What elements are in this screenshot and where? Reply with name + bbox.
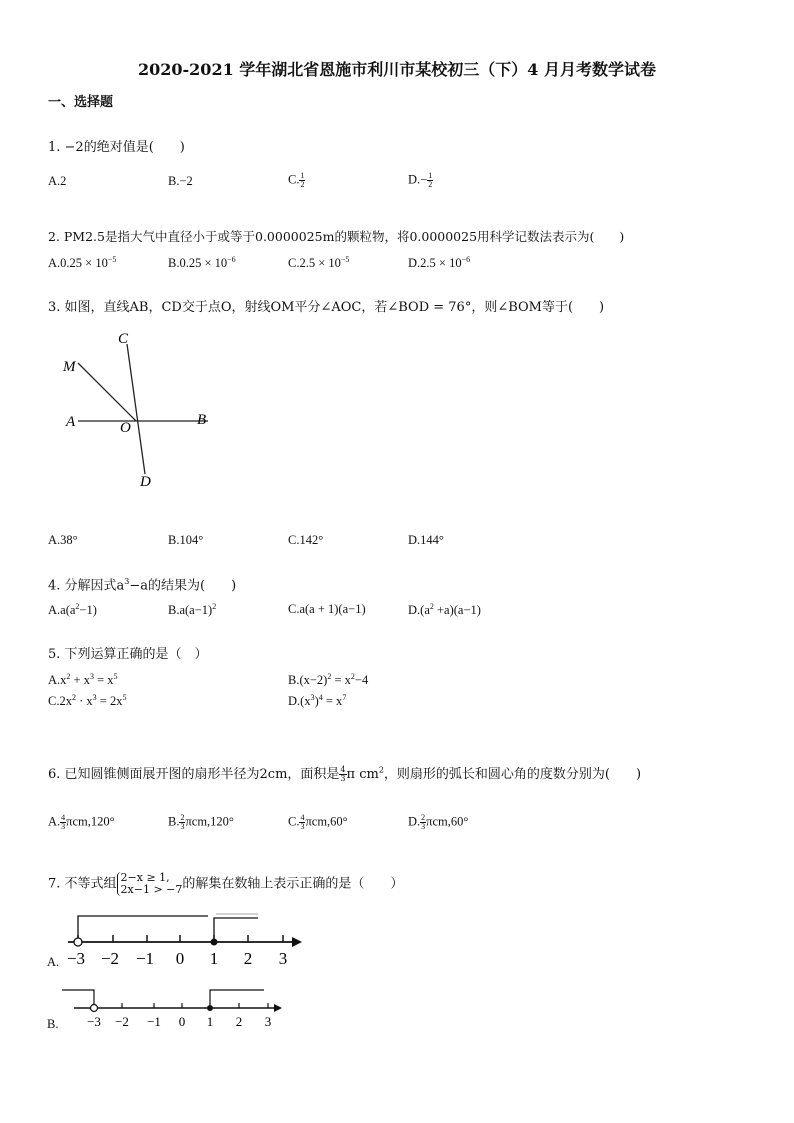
q2-option-c[interactable]: $C.2.5 \times 10^{-5}$ xyxy=(288,255,350,271)
q4-option-d[interactable]: $D.(a^2 +a)(a-1)$ xyxy=(408,602,481,618)
svg-text:3: 3 xyxy=(278,949,288,968)
svg-text:0: 0 xyxy=(178,1014,186,1029)
q2-option-d[interactable]: $D.2.5 \times 10^{-6}$ xyxy=(408,255,471,271)
question-7-stem: 7. 不等式组 2−x ≥ 1, 2x−1 > −7 的解集在数轴上表示正确的是（ ） xyxy=(48,871,404,896)
label-c: C xyxy=(118,331,129,347)
q1-option-c-prefix: C. xyxy=(288,172,300,187)
q1-option-b[interactable]: B.−2 xyxy=(168,174,193,188)
page-title: 2020-2021 学年湖北省恩施市利川市某校初三（下）4 月月考数学试卷 xyxy=(138,60,656,79)
q1-option-d-prefix: D.− xyxy=(408,172,428,187)
q3-option-d[interactable]: D.144° xyxy=(408,533,444,547)
svg-text:−2: −2 xyxy=(115,1014,129,1029)
question-3-stem: 3. 如图，直线AB，CD交于点O，射线OM平分∠AOC，若∠BOD = 76°，则∠BOM等于( ) xyxy=(48,300,605,315)
q5-option-d[interactable]: $D.(x^3)^4 = x^7$ xyxy=(288,693,347,709)
q3-option-b[interactable]: B.104° xyxy=(168,533,204,547)
label-m: M xyxy=(63,359,76,375)
q1-option-c[interactable] xyxy=(288,172,305,189)
svg-text:−1: −1 xyxy=(135,949,155,968)
fraction: $\frac{1}{2}$ xyxy=(300,171,305,189)
inequality-system: 2−x ≥ 1, 2x−1 > −7 xyxy=(117,872,183,896)
svg-text:0: 0 xyxy=(175,949,185,968)
q1-option-d[interactable] xyxy=(408,172,433,189)
label-a: A xyxy=(66,414,76,430)
svg-text:1: 1 xyxy=(206,1014,214,1029)
svg-text:−3: −3 xyxy=(87,1014,101,1029)
svg-text:−2: −2 xyxy=(100,949,120,968)
q5-option-c[interactable]: $C.2x^2 \cdot x^3 = 2x^5$ xyxy=(48,693,127,709)
svg-text:−3: −3 xyxy=(66,949,86,968)
question-2-stem: 2. PM2.5是指大气中直径小于或等于0.0000025m的颗粒物，将0.0000025用科学记数法表示为( ) xyxy=(48,229,625,244)
number-line-a-ticks xyxy=(78,935,283,942)
q1-option-a[interactable]: A.2 xyxy=(48,174,67,188)
question-1-stem: 1. −2的绝对值是( ) xyxy=(48,140,185,155)
svg-text:3: 3 xyxy=(264,1014,272,1029)
q4-option-b[interactable]: $B.a(a-1)^2$ xyxy=(168,602,217,618)
fraction: $\frac{1}{2}$ xyxy=(428,171,433,189)
q2-option-a[interactable]: $A.0.25 \times 10^{-5}$ xyxy=(48,255,117,271)
q6-option-a[interactable]: A. $\frac{4}{3}$ πcm,120° xyxy=(48,813,115,831)
label-b: B xyxy=(197,412,207,428)
question-6-stem: 6. 已知圆锥侧面展开图的扇形半径为2cm，面积是 $\frac{4}{3}$ π $cm^2$，则扇形的弧长和圆心角的度数分别为( ) xyxy=(48,765,642,783)
question-5-stem: 5. 下列运算正确的是（ ） xyxy=(48,647,208,662)
intersecting-lines-figure xyxy=(58,326,228,496)
svg-text:−1: −1 xyxy=(147,1014,161,1029)
open-circle-marker xyxy=(74,938,82,946)
open-circle-marker xyxy=(91,1005,98,1012)
filled-circle-marker xyxy=(211,939,218,946)
svg-text:2: 2 xyxy=(243,949,253,968)
section-heading: 一、选择题 xyxy=(48,95,114,110)
label-o: O xyxy=(120,420,131,436)
q6-option-c[interactable]: C. $\frac{4}{3}$ πcm,60° xyxy=(288,813,348,831)
number-line-a xyxy=(58,912,308,970)
svg-text:2: 2 xyxy=(235,1014,243,1029)
q4-option-c[interactable]: C.a(a + 1)(a−1) xyxy=(288,602,366,616)
q6-option-d[interactable]: D. $\frac{2}{3}$ πcm,60° xyxy=(408,813,469,831)
q7-option-a[interactable]: A. xyxy=(47,955,60,969)
question-4-stem: 4. 分解因式$a^3-a$的结果为( ) xyxy=(48,577,237,594)
q3-option-a[interactable]: A.38° xyxy=(48,533,78,547)
label-d: D xyxy=(140,474,151,490)
fraction: $\frac{4}{3}$ xyxy=(340,765,346,783)
q2-option-b[interactable]: $B.0.25 \times 10^{-6}$ xyxy=(168,255,236,271)
q4-option-a[interactable]: $A.a(a^2-1)$ xyxy=(48,602,97,618)
q6-option-b[interactable]: B. $\frac{2}{3}$ πcm,120° xyxy=(168,813,234,831)
filled-circle-marker xyxy=(207,1005,213,1011)
number-line-b xyxy=(58,984,288,1032)
svg-text:1: 1 xyxy=(209,949,219,968)
q3-option-c[interactable]: C.142° xyxy=(288,533,324,547)
q5-option-a[interactable]: $A.x^2 + x^3 = x^5$ xyxy=(48,672,118,688)
q5-option-b[interactable]: $B.(x-2)^2 = x^2-4$ xyxy=(288,672,369,688)
q7-option-b[interactable]: B. xyxy=(47,1017,59,1031)
